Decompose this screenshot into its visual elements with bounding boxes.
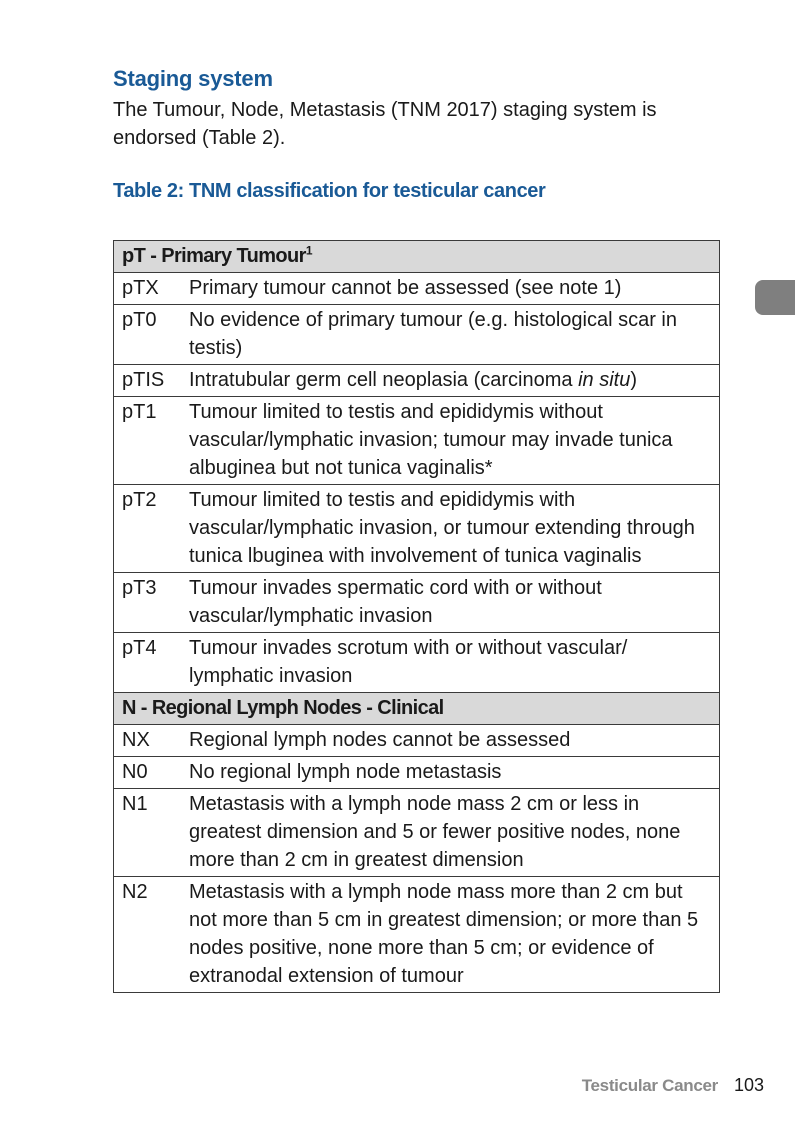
table-row [114,789,720,877]
row-code: pT2 [114,485,190,573]
table-row [114,757,720,789]
row-description: Tumour limited to testis and epididymis without vascular/lymphatic invasion; tumour may invade tunica albuginea but not tunica vaginalis* [189,397,720,485]
table-row [114,725,720,757]
table-row [114,305,720,365]
tnm-table [113,240,720,993]
row-code: pTX [114,273,190,305]
row-code: pT1 [114,397,190,485]
row-description: Primary tumour cannot be assessed (see note 1) [189,273,720,305]
row-description: Tumour invades scrotum with or without vascular/ lymphatic invasion [189,633,720,693]
row-description: Metastasis with a lymph node mass 2 cm or less in greatest dimension and 5 or fewer positive nodes, none more than 2 cm in greatest dimension [189,789,720,877]
row-code: pT4 [114,633,190,693]
n-header-row [114,693,720,725]
table-row [114,633,720,693]
row-code: N1 [114,789,190,877]
row-code: N0 [114,757,190,789]
pt-header-label: pT - Primary Tumour [122,245,306,267]
row-description: Tumour limited to testis and epididymis with vascular/lymphatic invasion, or tumour extending through tunica lbuginea with involvement of tunica vaginalis [189,485,720,573]
intro-paragraph: The Tumour, Node, Metastasis (TNM 2017) staging system is endorsed (Table 2). [113,99,657,149]
pt-header-cell [114,241,720,273]
n-header-cell: N - Regional Lymph Nodes - Clinical [114,693,720,725]
description-text: Intratubular germ cell neoplasia (carcinoma [189,369,579,391]
table-row [114,485,720,573]
description-italic: in situ [578,369,631,391]
row-description: Tumour invades spermatic cord with or without vascular/lymphatic invasion [189,573,720,633]
table-title: Table 2: TNM classification for testicular cancer [113,180,546,202]
row-code: N2 [114,877,190,993]
table-row [114,397,720,485]
section-heading: Staging system [113,66,273,91]
table-row [114,877,720,993]
row-description [189,365,720,397]
row-description: Metastasis with a lymph node mass more than 2 cm but not more than 5 cm in greatest dimension; or more than 5 nodes positive, none more than 5 cm; or evidence of extranodal extension of tumour [189,877,720,993]
row-code: pT3 [114,573,190,633]
chapter-tab-marker [755,280,795,315]
footer-section-label: Testicular Cancer [581,1076,718,1095]
row-code: pT0 [114,305,190,365]
row-code: NX [114,725,190,757]
row-code: pTIS [114,365,190,397]
pt-header-footnote: 1 [305,243,312,258]
table-row [114,573,720,633]
row-description: No regional lymph node metastasis [189,757,720,789]
table-row [114,273,720,305]
description-text-end: ) [630,369,637,391]
row-description: No evidence of primary tumour (e.g. histological scar in testis) [189,305,720,365]
row-description: Regional lymph nodes cannot be assessed [189,725,720,757]
page-number: 103 [734,1075,765,1095]
pt-header-row [114,241,720,273]
table-row [114,365,720,397]
